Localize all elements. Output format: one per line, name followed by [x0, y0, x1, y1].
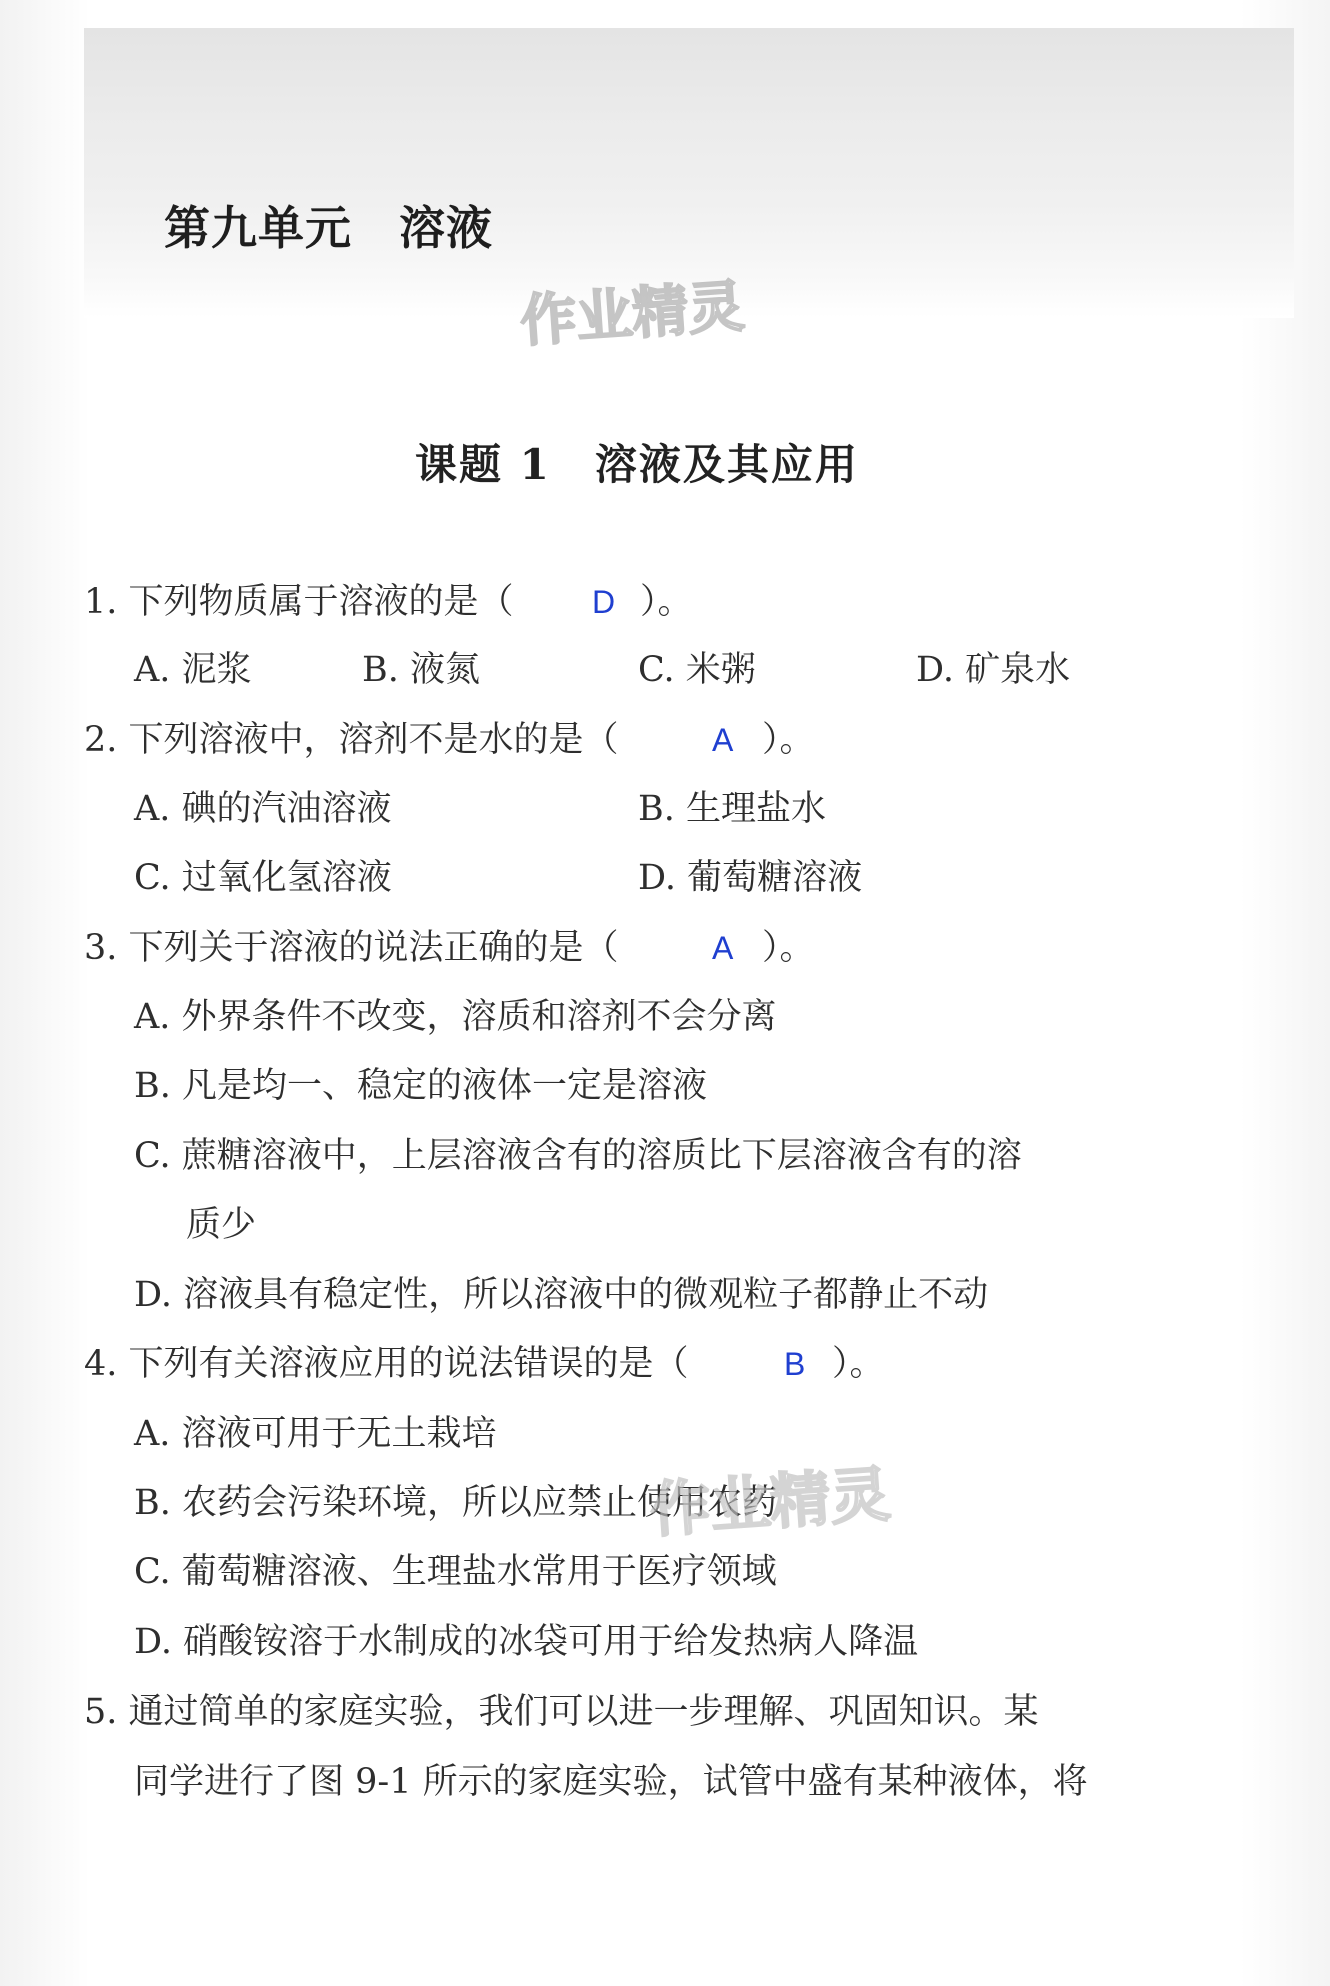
question-4-option-a: A. 溶液可用于无土栽培 [134, 1414, 497, 1454]
question-4-option-d: D. 硝酸铵溶于水制成的冰袋可用于给发热病人降温 [134, 1622, 919, 1662]
question-2-stem: 2. 下列溶液中，溶剂不是水的是（ [84, 720, 619, 760]
question-3-answer: A [712, 930, 734, 966]
question-3-option-c-cont: 质少 [186, 1205, 257, 1245]
question-2-option-c: C. 过氧化氢溶液 [134, 858, 392, 898]
question-1-stem: 1. 下列物质属于溶液的是（ [84, 582, 514, 622]
question-3-option-b: B. 凡是均一、稳定的液体一定是溶液 [134, 1066, 707, 1106]
question-5-line-2: 同学进行了图 9-1 所示的家庭实验，试管中盛有某种液体，将 [134, 1762, 1088, 1802]
question-1-option-a: A. 泥浆 [134, 650, 252, 690]
question-2-option-b: B. 生理盐水 [638, 789, 826, 829]
question-4-option-c: C. 葡萄糖溶液、生理盐水常用于医疗领域 [134, 1552, 777, 1592]
lesson-title: 课题 1 溶液及其应用 [415, 440, 859, 489]
question-1-answer: D [592, 584, 616, 620]
question-4-stem-end: ）。 [832, 1344, 885, 1384]
question-4-stem: 4. 下列有关溶液应用的说法错误的是（ [84, 1344, 689, 1384]
question-1-stem-end: ）。 [640, 582, 693, 622]
question-3-stem-end: ）。 [762, 928, 815, 968]
watermark-top: 作业精灵 [518, 274, 747, 355]
watermark-middle: 作业精灵 [648, 1459, 893, 1547]
question-2-option-d: D. 葡萄糖溶液 [638, 858, 863, 898]
question-1-option-c: C. 米粥 [638, 650, 756, 690]
question-4-answer: B [784, 1346, 806, 1382]
unit-title: 第九单元 溶液 [164, 201, 493, 255]
question-2-stem-end: ）。 [762, 720, 815, 760]
question-2-answer: A [712, 722, 734, 758]
question-3-stem: 3. 下列关于溶液的说法正确的是（ [84, 928, 619, 968]
question-1-option-b: B. 液氮 [362, 650, 480, 690]
question-3-option-c: C. 蔗糖溶液中，上层溶液含有的溶质比下层溶液含有的溶 [134, 1136, 1022, 1176]
question-3-option-d: D. 溶液具有稳定性，所以溶液中的微观粒子都静止不动 [134, 1275, 989, 1315]
question-1-option-d: D. 矿泉水 [916, 650, 1071, 690]
question-5-line-1: 5. 通过简单的家庭实验，我们可以进一步理解、巩固知识。某 [84, 1692, 1039, 1732]
question-3-option-a: A. 外界条件不改变，溶质和溶剂不会分离 [134, 997, 777, 1037]
question-2-option-a: A. 碘的汽油溶液 [134, 789, 392, 829]
question-4-option-b: B. 农药会污染环境，所以应禁止使用农药 [134, 1483, 777, 1523]
